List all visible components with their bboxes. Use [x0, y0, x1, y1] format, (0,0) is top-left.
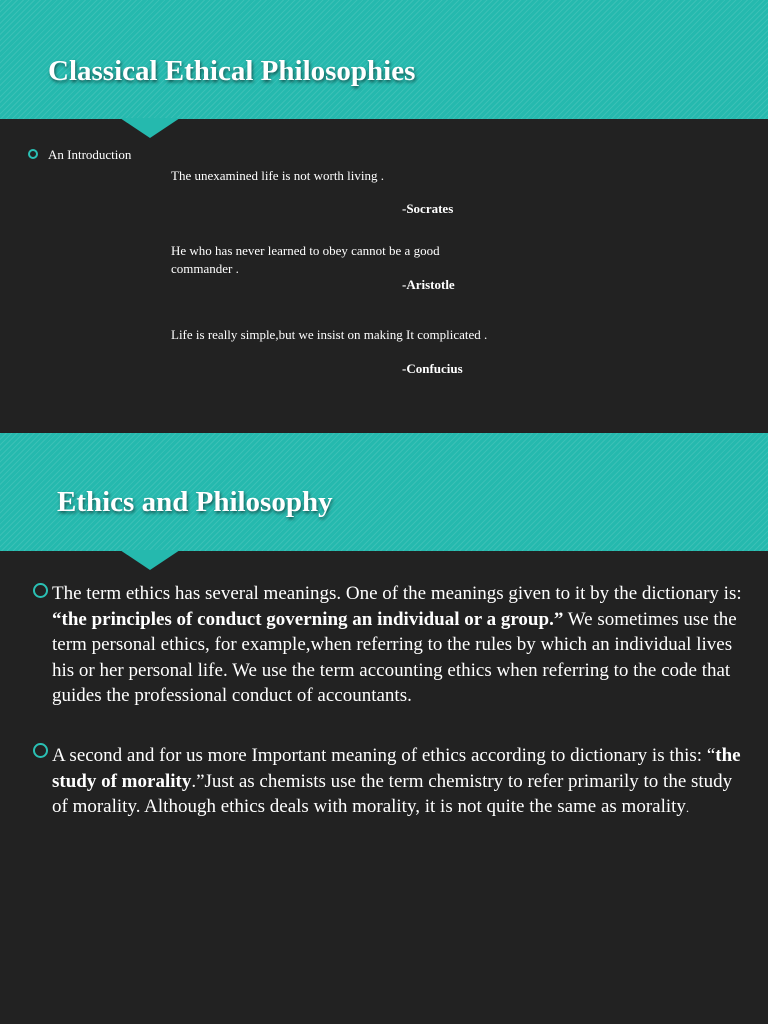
paragraph-emphasis: “the principles of conduct governing an individual or a group.” [52, 608, 564, 630]
paragraph-text: The term ethics has several meanings. One of the meanings given to it by the dictionary is: [52, 583, 742, 604]
slide-ethics-and-philosophy [0, 433, 768, 1024]
paragraph-text: We sometimes use the term personal ethics, for example,when referring to the rules by which an individual lives his or her personal life. We use the term accounting ethics when referring to the code that guides the professional conduct of accountants. [52, 608, 737, 706]
bullet-icon [33, 583, 48, 598]
banner-notch [120, 118, 180, 138]
paragraph-second-meaning [52, 743, 752, 822]
bullet-text: An Introduction [48, 147, 132, 162]
slide-classical-ethical-philosophies [0, 0, 768, 432]
quote-author: -Socrates [402, 201, 454, 216]
slide-title: Ethics and Philosophy [57, 486, 333, 518]
bullet-icon [28, 149, 38, 159]
quote-text: He who has never learned to obey cannot be a good commander . [171, 243, 440, 276]
banner-notch [120, 550, 180, 570]
quote-text: The unexamined life is not worth living . [171, 168, 385, 183]
quote-author: -Aristotle [402, 277, 455, 292]
bullet-icon [33, 743, 48, 758]
paragraph-emphasis: the study of morality [52, 745, 741, 792]
slide-title: Classical Ethical Philosophies [48, 55, 416, 87]
paragraph-text: .”Just as chemists use the term chemistry to refer primarily to the study of morality. Although ethics deals with morality, it is not quite the same as morality [52, 770, 733, 817]
title-banner [0, 0, 768, 119]
paragraph-text: A second and for us more Important meaning of ethics according to dictionary is this: “ [52, 745, 716, 766]
quote-author: -Confucius [402, 361, 463, 376]
paragraph-period: . [685, 801, 689, 815]
quote-text: Life is really simple,but we insist on making It complicated . [171, 327, 488, 342]
title-banner [0, 433, 768, 551]
paragraph-definition [52, 581, 752, 709]
